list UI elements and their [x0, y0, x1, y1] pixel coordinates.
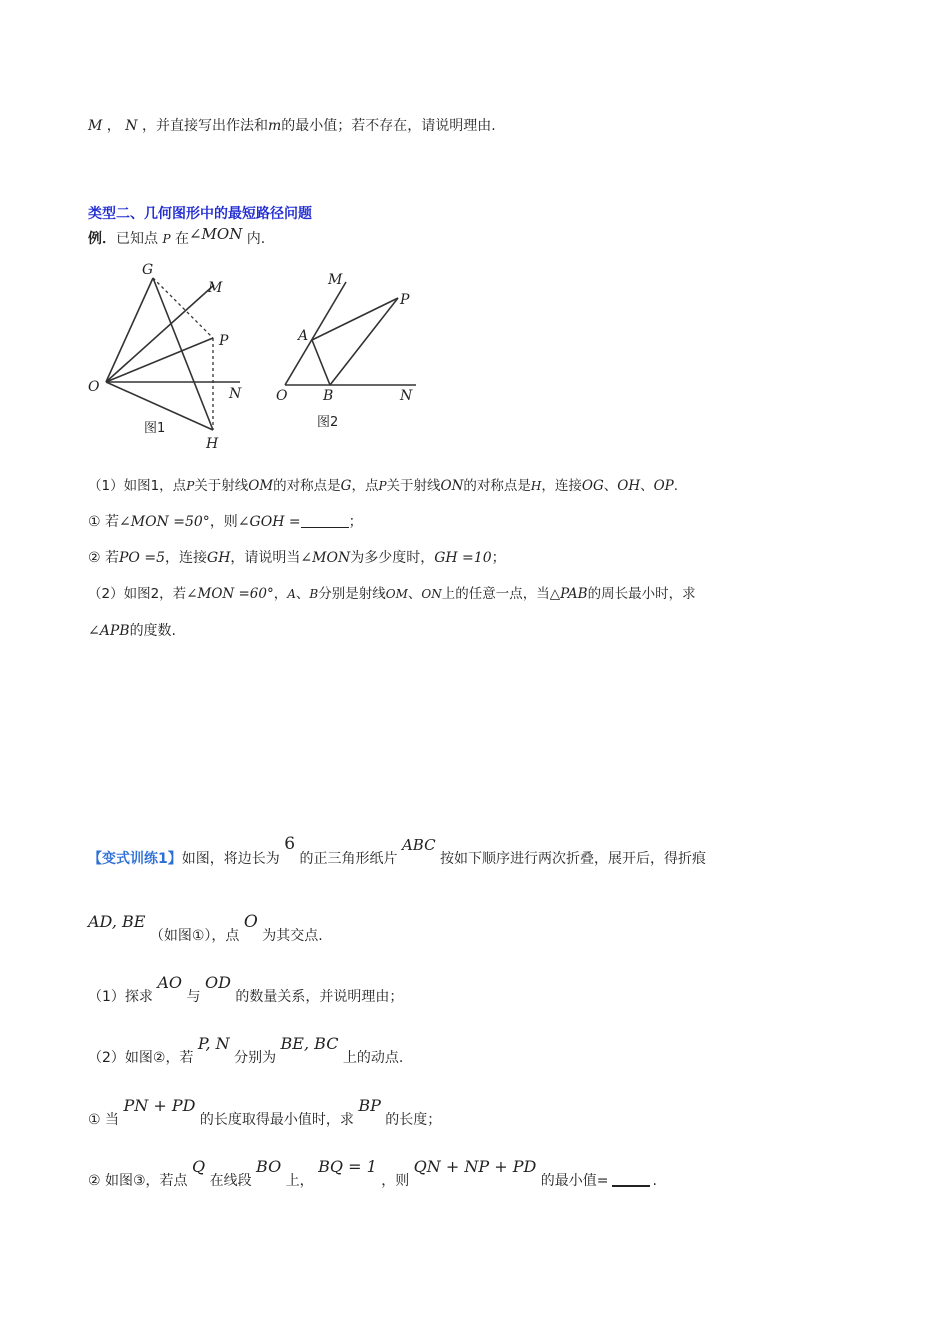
ray-OM: [106, 285, 214, 382]
section-heading: 类型二、几何图形中的最短路径问题: [88, 206, 312, 222]
intro-line: M ， N ，并直接写出作法和m的最小值；若不存在，请说明理由.: [88, 118, 496, 134]
answer-blank[interactable]: [301, 513, 349, 528]
math-N: N: [125, 118, 138, 134]
segment-AB: [312, 340, 330, 385]
label-M: M: [208, 280, 223, 296]
label-O: O: [88, 379, 100, 395]
question-1b: ② 若PO =5，连接GH，请说明当∠MON为多少度时，GH =10；: [88, 550, 506, 566]
variant-part-2: （2）如图②，若 P, N 分别为 BE, BC 上的动点.: [88, 1034, 404, 1066]
question-2: （2）如图2，若∠MON =60°，A、B分别是射线OM、ON上的任意一点，当△PAB的周长最小时，求: [88, 586, 696, 602]
variant-part-2a: ① 当 PN + PD 的长度取得最小值时，求 BP 的长度；: [88, 1096, 442, 1128]
segment-BP: [330, 298, 398, 385]
math-m: m: [267, 118, 282, 134]
question-1a: ① 若∠MON =50°，则∠GOH = ；: [88, 514, 363, 530]
answer-blank[interactable]: [612, 1171, 650, 1187]
label-A: A: [298, 328, 309, 344]
figure-1-caption: 图1: [144, 421, 166, 436]
variant-part-2b: ② 如图③，若点 Q 在线段 BO 上， BQ = 1 ，则 QN + NP + PD 的最小值= .: [88, 1157, 657, 1189]
math-M: M: [88, 118, 103, 134]
variant-label: 【变式训练1】: [88, 851, 182, 867]
label-H: H: [206, 436, 219, 452]
figure-2-caption: 图2: [317, 415, 339, 430]
variant-part-1: （1）探求 AO 与 OD 的数量关系，并说明理由；: [88, 973, 404, 1005]
question-1: （1）如图1，点P关于射线OM的对称点是G，点P关于射线ON的对称点是H，连接OG、OH、OP.: [88, 478, 679, 494]
label-B: B: [323, 388, 334, 404]
figure-1: [82, 255, 262, 455]
label-P: P: [400, 292, 410, 308]
example-line: 例．已知点 P 在∠MON 内.: [88, 225, 266, 247]
figure-2: [270, 262, 430, 437]
variant-intro: 【变式训练1】如图，将边长为 6 的正三角形纸片 ABC 按如下顺序进行两次折叠，展开后，得折痕: [88, 834, 707, 867]
dashed-GP: [153, 278, 213, 338]
label-N: N: [400, 388, 413, 404]
label-G: G: [142, 262, 154, 278]
variant-folds: AD, BE （如图①），点 O 为其交点.: [88, 912, 323, 944]
label-N: N: [229, 386, 242, 402]
question-2-cont: ∠APB的度数.: [88, 623, 177, 639]
label-P: P: [219, 333, 229, 349]
ray-OM: [285, 282, 346, 385]
label-O: O: [276, 388, 288, 404]
label-M: M: [328, 272, 343, 288]
